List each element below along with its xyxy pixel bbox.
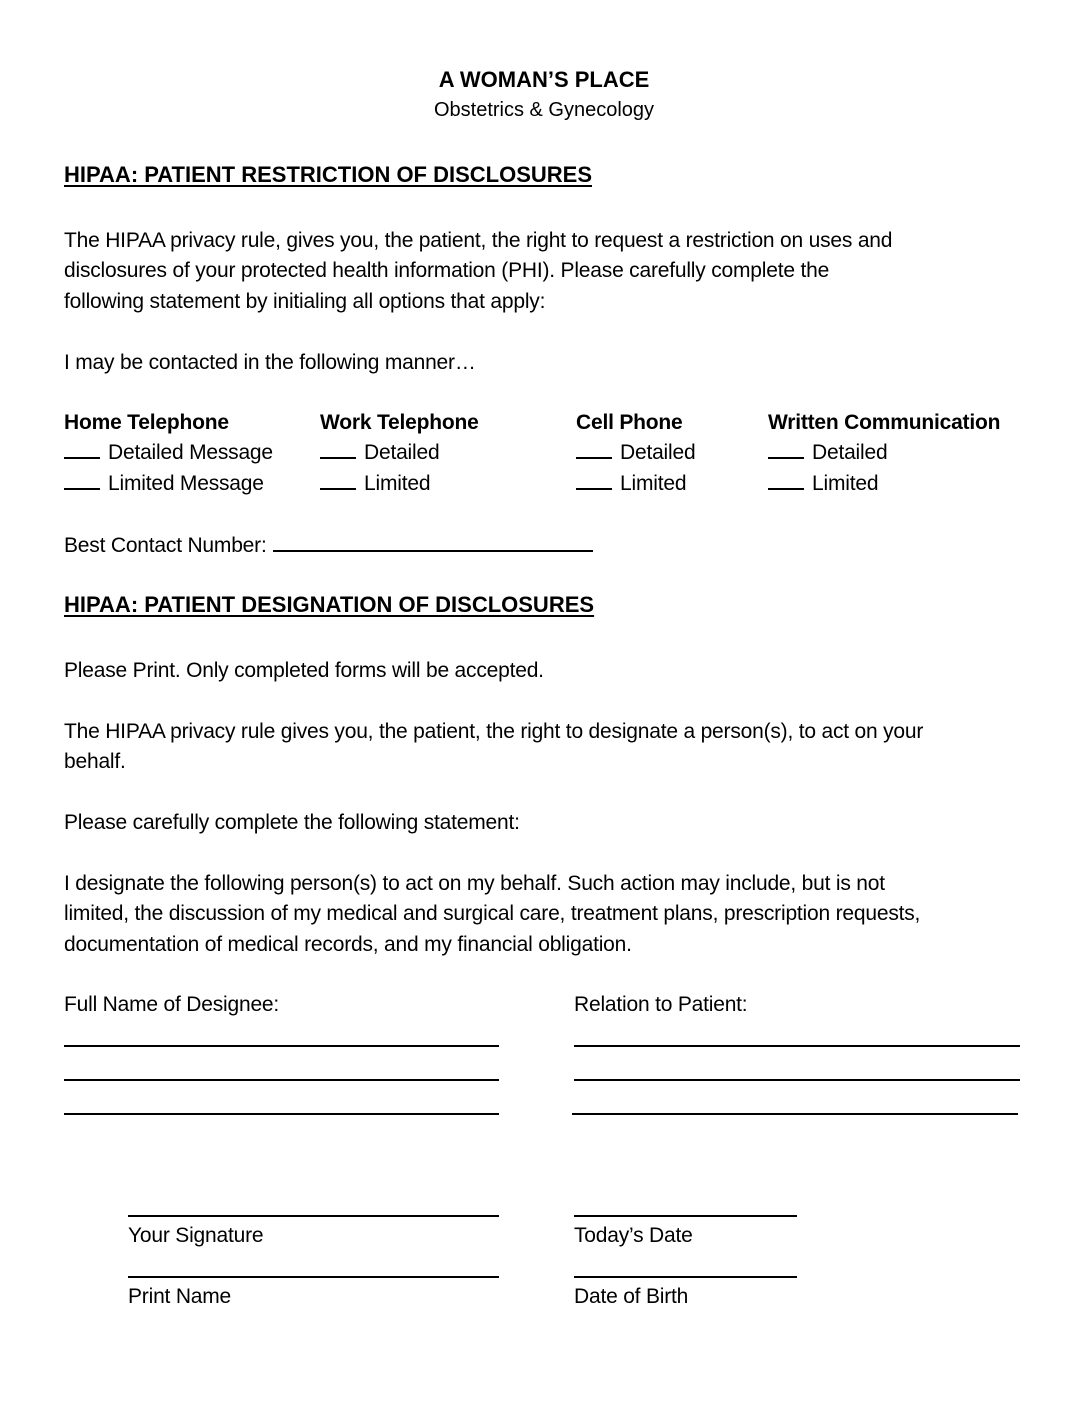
initial-blank[interactable] (576, 470, 612, 490)
column-header-cell-phone: Cell Phone (576, 411, 683, 434)
relation-label: Relation to Patient: (574, 993, 748, 1016)
initial-blank[interactable] (320, 470, 356, 490)
option-cell-detailed[interactable]: Detailed (576, 438, 695, 468)
designation-heading: HIPAA: PATIENT DESIGNATION OF DISCLOSURES (64, 592, 595, 617)
option-work-limited[interactable]: Limited (320, 469, 430, 499)
restriction-paragraph-line-1: The HIPAA privacy rule, gives you, the patient, the right to request a restriction on uses and (64, 229, 893, 252)
designee-line-3[interactable] (64, 1113, 499, 1115)
relation-line-2[interactable] (574, 1079, 1020, 1081)
initial-blank[interactable] (576, 439, 612, 459)
initial-blank[interactable] (768, 470, 804, 490)
initial-blank[interactable] (768, 439, 804, 459)
print-note: Please Print. Only completed forms will be accepted. (64, 659, 544, 682)
date-of-birth-label: Date of Birth (574, 1285, 689, 1308)
print-name-line[interactable] (128, 1276, 499, 1278)
column-header-written-communication: Written Communication (768, 411, 1001, 434)
initial-blank[interactable] (320, 439, 356, 459)
todays-date-line[interactable] (574, 1215, 797, 1217)
best-contact-number-line[interactable] (273, 530, 593, 552)
restriction-paragraph-line-3: following statement by initialing all options that apply: (64, 290, 546, 313)
restriction-heading: HIPAA: PATIENT RESTRICTION OF DISCLOSURES (64, 162, 593, 187)
practice-specialty: Obstetrics & Gynecology (433, 99, 655, 121)
relation-line-3[interactable] (572, 1113, 1018, 1115)
relation-line-1[interactable] (574, 1045, 1020, 1047)
signature-line[interactable] (128, 1215, 499, 1217)
designation-paragraph-line-1: The HIPAA privacy rule gives you, the patient, the right to designate a person(s), to act on your (64, 720, 924, 743)
column-header-work-telephone: Work Telephone (320, 411, 479, 434)
option-work-detailed[interactable]: Detailed (320, 438, 439, 468)
designation-statement-line-3: documentation of medical records, and my financial obligation. (64, 933, 632, 956)
option-home-detailed[interactable]: Detailed Message (64, 438, 273, 468)
initial-blank[interactable] (64, 470, 100, 490)
designee-line-1[interactable] (64, 1045, 499, 1047)
restriction-paragraph-line-2: disclosures of your protected health information (PHI). Please carefully complete the (64, 259, 830, 282)
option-home-limited[interactable]: Limited Message (64, 469, 264, 499)
designee-label: Full Name of Designee: (64, 993, 280, 1016)
designee-line-2[interactable] (64, 1079, 499, 1081)
contact-intro: I may be contacted in the following manner… (64, 351, 476, 374)
column-header-home-telephone: Home Telephone (64, 411, 229, 434)
practice-name: A WOMAN’S PLACE (438, 67, 650, 92)
designation-paragraph-line-2: behalf. (64, 750, 126, 773)
initial-blank[interactable] (64, 439, 100, 459)
your-signature-label: Your Signature (128, 1224, 264, 1247)
option-written-limited[interactable]: Limited (768, 469, 878, 499)
best-contact-number-field[interactable]: Best Contact Number: (64, 530, 593, 561)
option-written-detailed[interactable]: Detailed (768, 438, 887, 468)
instruction-text: Please carefully complete the following statement: (64, 811, 520, 834)
option-cell-limited[interactable]: Limited (576, 469, 686, 499)
print-name-label: Print Name (128, 1285, 232, 1308)
designation-statement-line-2: limited, the discussion of my medical and surgical care, treatment plans, prescription requests, (64, 902, 921, 925)
todays-date-label: Today’s Date (574, 1224, 693, 1247)
designation-statement-line-1: I designate the following person(s) to act on my behalf. Such action may include, but is not (64, 872, 885, 895)
date-of-birth-line[interactable] (574, 1276, 797, 1278)
